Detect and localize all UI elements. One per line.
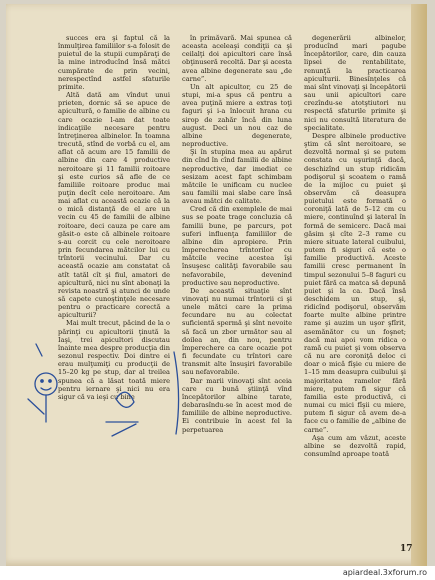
margin-tick [36,344,42,356]
slash-mark [112,424,136,436]
magazine-page [6,4,427,566]
paragraph: Cred că din exemplele de mai sus se poate trage concluzia că familii bune, pe parcurs, pot suferi influenţa familiilor de albine din apropiere. Prin împerecherea trîntorilor cu mătcile vecine acestea îşi însuşesc calităţi favorabile sau nefavorabile, devenind productive sau neproductive. [182,205,292,287]
paragraph: Aşa cum am văzut, aceste albine se dezvoltă rapid, consumînd aproape toată [304,433,406,458]
paragraph: Şi în stupina mea au apărut din cînd în cînd familii de albine neproductive, dar imediat ce sesizam acest fapt schimbam mătcile le unificam cu nuclee sau familii mai slabe care însă aveau mătci de calitate. [182,148,292,206]
handwritten-ink-marks [6,4,427,566]
paragraph: succes era şi faptul că la înmulţirea familiilor s-a folosit de puietul de la stupii cumpăraţi de la mine introducînd însă mătci cumpărate de prin vecini, nerespectînd astfel sfaturile primite. [58,34,170,91]
scribble-mark [116,392,134,407]
margin-bracket [174,352,179,434]
margin-stroke [28,399,44,414]
paragraph: în primăvară. Mai spunea că aceasta aceleaşi condiţii ca şi ceilalţi doi apicultori care însă obţinuseră recoltă. Dar şi acesta avea albine degenerate sau „de carne”. [182,34,292,83]
page-number: 17 [400,544,413,554]
paragraph: Altă dată am vîndut unui prieten, dornic să se apuce de apicultură, o familie de albine cu care ocazie l-am dat toate indicaţiile necesare pentru întreţinerea albinelor. În toamna trecută, stînd de vorbă cu el, am aflat că acum are 15 familii de albine din care 4 productive neroitoare şi 11 familii roitoare şi este curios să afle de ce familiile roitoare produc mai puţin decît cele neroitoare. Am mai aflat cu această ocazie că la o mică distanţă de el are un vecin cu 45 de familii de albine roitoare, deci cauza pe care am găsit-o este că albinele roitoare s-au corcit cu cele neroitoare prin fecundarea mătcilor lui cu trîntorii vecinului. Dar cu această ocazie am constatat că atît tatăl cît şi fiul, amatori de apicultură, nici nu sînt abonaţi la revista noastră şi atunci de unde să capete cunoştinţele necesare pentru o practicare corectă a apiculturii? [58,91,170,320]
paragraph: De această situaţie sînt vinovaţi nu numai trîntorii ci şi unele mătci care la prima fecundare nu au colectat suficientă spermă şi sînt nevoite să facă un zbor următor sau al doilea an, din nou, pentru împerechere ca care ocazie pot fi fecundate cu trîntori care transmit alte însuşiri favorabile sau nefavorabile. [182,286,292,377]
paragraph: Un alt apicultor, cu 25 de stupi, mi-a spus că pentru a avea puţină miere a extras toţi faguri şi i-a înlocuit hrana cu sirop de zahăr încă din luna august. Deci un nou caz de albine degenerate, neproductive. [182,82,292,149]
doodle-face-icon [35,373,57,395]
paragraph: degenerării albinelor, producînd mari pagube începătorilor, care, din cauza lipsei de rentabilitate, renunţă la practicarea apiculturii. Binesînţeles că mai sînt vinovaţi şi începătorii sau unii apicultori care crezîndu-se atotştiutori nu respectă sfaturile primite şi nici nu consultă literatura de specialitate. [304,34,406,132]
paragraph: Despre albinele productive ştim că sînt neroitoare, se dezvoltă normal şi se putem constata cu uşurinţă dacă, deschizînd un stup ridicăm podişorul şi scoatem o ramă de la mijloc cu puiet şi observăm că deasupra puietului este formată o coroniţă lată de 5–12 cm cu miere, continuînd şi lateral în formă de semicerc. Dacă mai găsim şi cîte 2–3 rame cu miere situate lateral cuibului, putem fi siguri că este o familie productivă. Aceste familii cresc permanent în timpul sezonului 5–8 faguri cu puiet fără ca matca să depună puiet şi la ca. Dacă însă deschidem un stup, şi, ridicînd podişorul, observăm foarte multe albine printre rame şi auzim un uşor şfîrit, asemănător cu un foşnet; dacă mai apoi vom ridica o ramă cu puiet şi vom observa că nu are coroniţă deloc ci doar o mică fîşie cu miere de 1–15 mm deasupra cuibului şi majoritatea ramelor fără miere, putem fi sigur că familia este productivă, ci numai cu mici fîşii cu miere, putem fi sigur că avem de-a face cu o familie de „albine de carne”. [304,131,406,434]
source-watermark: apiardeal.3xforum.ro [0,566,435,580]
paragraph: Mai mult trecut, păcind de la o părinţi cu apicultorii ţinută la Iaşi, trei apicultori discutau înainte mea despre producţia din sezonul respectiv. Doi dintre ei erau mulţumiţi cu producţii de 15–20 kg pe stup, dar al treilea spunea că a lăsat toată miere pentru iernare şi nici nu era sigur că va ieşi cu bine [58,319,170,401]
paragraph: Dar marii vinovaţi sînt aceia care cu bună ştiinţă vînd începătorilor albine tarate, debarasîndu-se în acest mod de familiile de albine neproductive. Ei contribuie în acest fel la perpetuarea [182,376,292,434]
